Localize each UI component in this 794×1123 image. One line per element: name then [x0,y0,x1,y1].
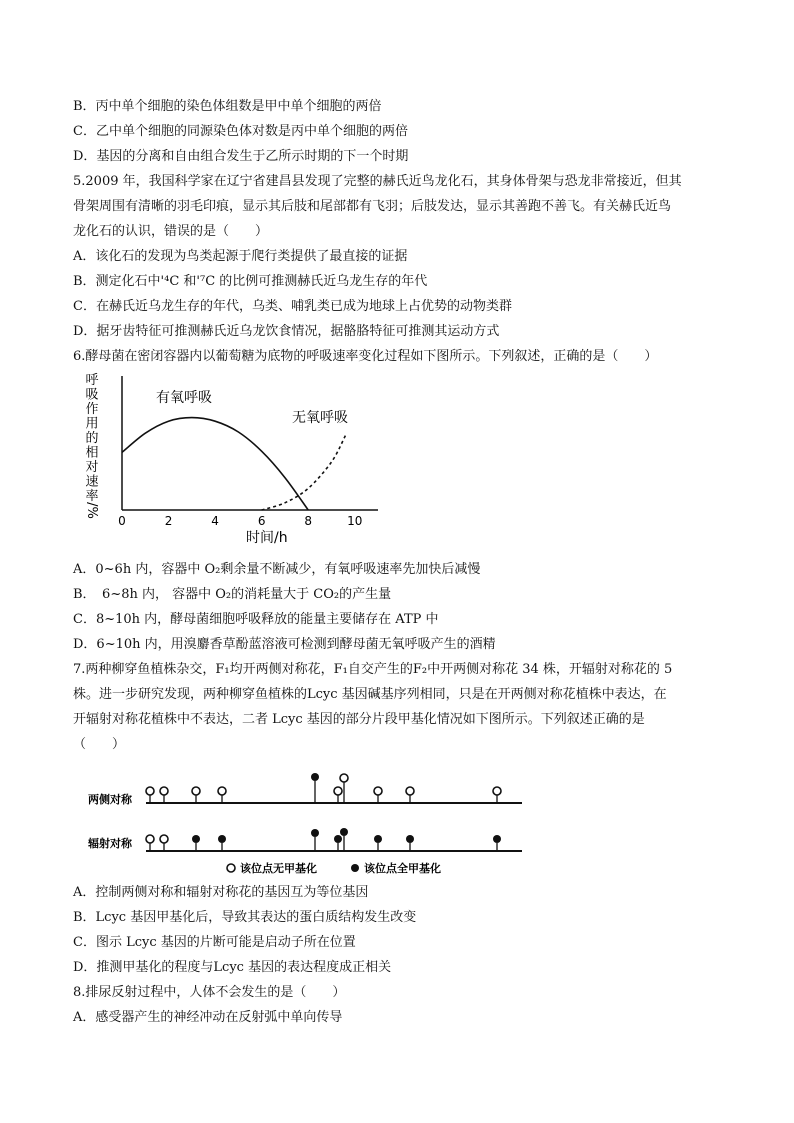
q8-stem: 8.排尿反射过程中，人体不会发生的是（ ） [73,985,346,1000]
q4-option-b: B．丙中单个细胞的染色体组数是甲中单个细胞的两倍 [73,99,382,114]
q5-option-d: D．据牙齿特征可推测赫氏近乌龙饮食情况，据骼胳特征可推测其运动方式 [73,324,500,339]
q6-option-a: A．0~6h 内，容器中 O₂剩余量不断减少，有氧呼吸速率先加快后减慢 [73,562,481,577]
q5-option-a: A．该化石的发现为鸟类起源于爬行类提供了最直接的证据 [73,249,408,264]
methylated-site [340,828,348,836]
x-tick-label: 8 [304,514,313,528]
methylated-site [374,835,382,843]
unmethylated-site [340,774,348,782]
chart-y-axis-label [84,373,99,519]
y-label-char: /% [84,502,99,519]
x-tick-label: 6 [257,514,266,528]
q6-option-c: C．8~10h 内，酵母菌细胞呼吸释放的能量主要储存在 ATP 中 [73,612,439,627]
y-label-char: 的 [85,431,99,446]
y-label-char: 吸 [85,387,99,403]
unmethylated-site [493,787,501,795]
q6-stem: 6.酵母菌在密闭容器内以葡萄糖为底物的呼吸速率变化过程如下图所示。下列叙述，正确的是（ ） [73,349,658,364]
y-label-char: 率 [85,489,99,504]
q4-option-c: C．乙中单个细胞的同源染色体对数是丙中单个细胞的两倍 [73,124,408,139]
x-tick-label: 4 [211,514,219,528]
methylation-diagram [80,770,530,878]
chart-x-axis-label: 时间/h [246,530,288,546]
unmethylated-site [192,787,200,795]
legend-open-label: 该位点无甲基化 [240,862,317,875]
x-tick-label: 2 [164,514,173,528]
legend-aerobic-label: 有氧呼吸 [156,390,212,406]
y-label-char: 呼 [85,373,99,388]
methylated-site [334,835,342,843]
q7-stem-line3: 开辐射对称花植株中不表达，二者 Lcyc 基因的部分片段甲基化情况如下图所示。下列叙述正确的是 [73,712,645,727]
methylated-site [192,835,200,843]
methylated-site [311,773,319,781]
x-tick-label: 0 [118,514,126,528]
q5-stem-line3: 龙化石的认识，错误的是（ ） [73,224,269,239]
q5-stem-line2: 骨架周围有清晰的羽毛印痕，显示其后肢和尾部都有飞羽；后肢发达，显示其善跑不善飞。有关赫氏近鸟 [73,199,672,214]
unmethylated-site [406,787,414,795]
series-line-aerobic [122,418,308,510]
legend-filled-label: 该位点全甲基化 [364,862,441,875]
y-label-char: 速 [85,474,99,490]
unmethylated-site [146,835,154,843]
unmethylated-site [374,787,382,795]
legend-filled-marker [351,864,359,872]
y-label-char: 相 [85,445,99,461]
chart-x-ticks [118,514,362,528]
q7-stem-line2: 株。进一步研究发现，两种柳穿鱼植株的Lcyc 基因碱基序列相同，只是在开两侧对称花植株中表达，在 [73,687,667,702]
row-label-bilateral: 两侧对称 [88,793,132,806]
q7-option-c: C．图示 Lcyc 基因的片断可能是启动子所在位置 [73,935,356,950]
y-label-char: 对 [85,460,99,475]
q4-option-d: D．基因的分离和自由组合发生于乙所示时期的下一个时期 [73,149,409,164]
methylated-site [311,829,319,837]
q7-stem-line4: （ ） [73,737,126,752]
q5-option-b: B．测定化石中'⁴C 和'⁷C 的比例可推测赫氏近乌龙生存的年代 [73,274,428,289]
radial-sites [146,828,501,851]
q7-option-a: A．控制两侧对称和辐射对称花的基因互为等位基因 [73,885,369,900]
x-tick-label: 10 [347,514,363,528]
q6-option-b: B． 6~8h 内， 容器中 O₂的消耗量大于 CO₂的产生量 [73,587,392,602]
q5-option-c: C．在赫氏近乌龙生存的年代，乌类、哺乳类已成为地球上占优势的动物类群 [73,299,512,314]
q5-stem-line1: 5.2009 年，我国科学家在辽宁省建昌县发现了完整的赫氏近鸟龙化石，其身体骨架与恐龙非常接近，但其 [73,174,682,189]
methylated-site [493,835,501,843]
y-label-char: 用 [85,416,99,432]
series-line-anaerobic [262,436,346,510]
bilateral-sites [146,773,501,803]
methylated-site [406,835,414,843]
unmethylated-site [334,787,342,795]
q7-stem-line1: 7.两种柳穿鱼植株杂交，F₁均开两侧对称花，F₁自交产生的F₂中开两侧对称花 34 株，开辐射对称花的 5 [73,662,673,677]
q8-option-a: A．感受器产生的神经冲动在反射弧中单向传导 [73,1010,343,1025]
q6-option-d: D．6~10h 内，用溴麝香草酚蓝溶液可检测到酵母菌无氧呼吸产生的酒精 [73,637,496,652]
row-label-radial: 辐射对称 [88,837,132,850]
respiration-rate-chart [78,370,398,555]
q7-option-d: D．推测甲基化的程度与Lcyc 基因的表达程度成正相关 [73,960,392,975]
q7-option-b: B．Lcyc 基因甲基化后，导致其表达的蛋白质结构发生改变 [73,910,417,925]
unmethylated-site [146,787,154,795]
y-label-char: 作 [85,402,99,417]
unmethylated-site [160,787,168,795]
unmethylated-site [218,787,226,795]
unmethylated-site [160,835,168,843]
legend-anaerobic-label: 无氧呼吸 [292,410,348,426]
methylated-site [218,835,226,843]
legend-open-marker [227,864,235,872]
